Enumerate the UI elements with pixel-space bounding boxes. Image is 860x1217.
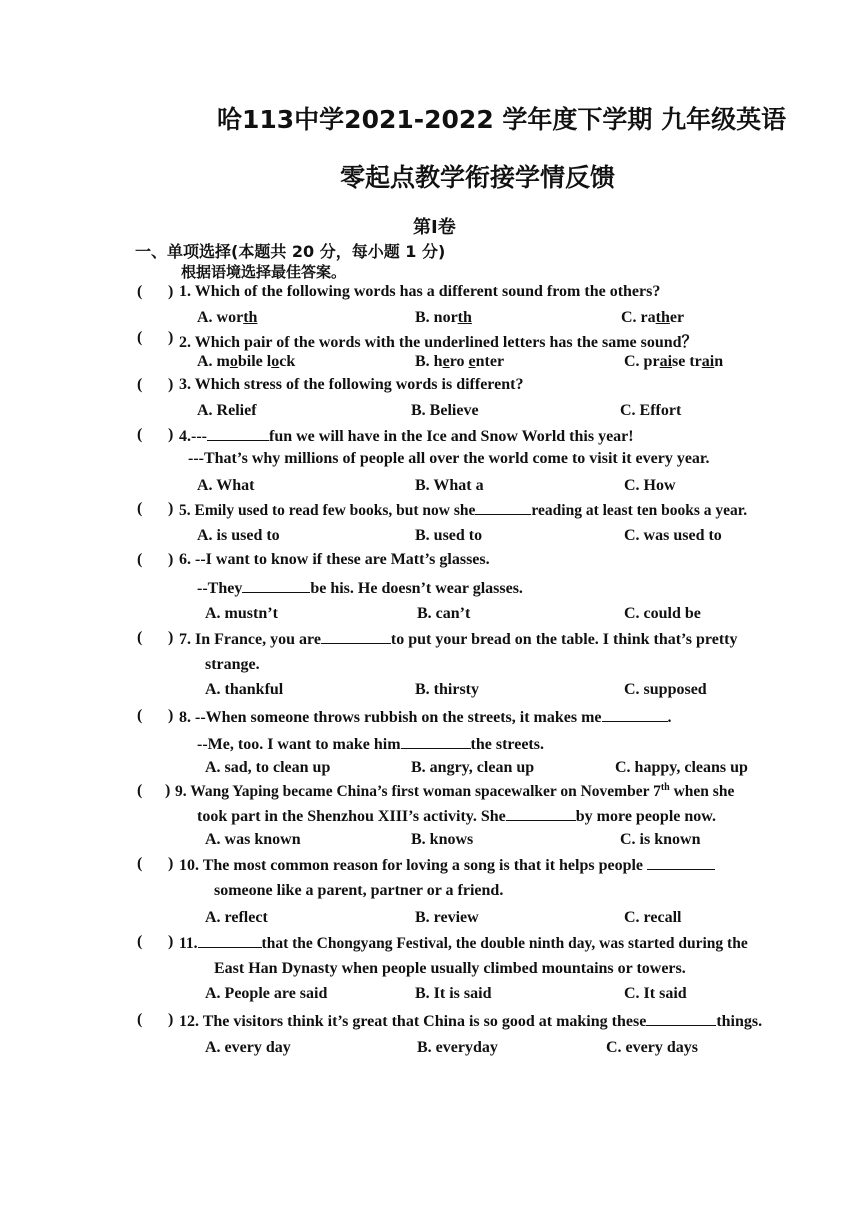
section-instruction: 根据语境选择最佳答案。 — [181, 263, 347, 281]
answer-blank — [506, 806, 576, 821]
option-b: B. everyday — [417, 1039, 498, 1056]
answer-blank — [602, 707, 668, 722]
option-a: A. sad, to clean up — [205, 759, 331, 776]
question-text: 8. --When someone throws rubbish on the streets, it makes me . — [179, 709, 672, 726]
dialogue-reply: --Me, too. I want to make him the streets. — [197, 736, 544, 753]
option-a: A. What — [197, 477, 255, 494]
question-text: 9. Wang Yaping became China’s first woman spacewalker on November 7th when she — [175, 782, 735, 801]
option-b: B. thirsty — [415, 681, 479, 698]
exam-subtitle: 零起点教学衔接学情反馈 — [340, 163, 616, 192]
question-text: 4.--- fun we will have in the Ice and Snow World this year! — [179, 428, 634, 445]
option-c: C. It said — [624, 985, 687, 1002]
question-text: 6. --I want to know if these are Matt’s glasses. — [179, 551, 490, 568]
answer-blank — [475, 500, 531, 515]
answer-bracket-open: ( — [137, 551, 143, 568]
dialogue-reply: --They be his. He doesn’t wear glasses. — [197, 580, 523, 597]
answer-bracket-open: ( — [137, 426, 143, 443]
answer-bracket-close: ) — [168, 500, 174, 517]
option-a: A. is used to — [197, 527, 280, 544]
answer-blank — [242, 578, 310, 593]
option-c: C. every days — [606, 1039, 698, 1056]
answer-blank — [198, 933, 262, 948]
option-a: A. reflect — [205, 909, 268, 926]
option-a: A. Relief — [197, 402, 257, 419]
question-text: 11. that the Chongyang Festival, the double ninth day, was started during the — [179, 935, 748, 952]
answer-bracket-close: ) — [168, 933, 174, 950]
option-b: B. Believe — [411, 402, 479, 419]
option-c: C. supposed — [624, 681, 707, 698]
section-heading: 一、单项选择(本题共 20 分，每小题 1 分) — [135, 242, 446, 261]
answer-blank — [321, 629, 391, 644]
question-text: 1. Which of the following words has a different sound from the others? — [179, 283, 661, 300]
answer-blank — [207, 426, 269, 441]
option-a: A. thankful — [205, 681, 284, 698]
answer-bracket-close: ) — [168, 1011, 174, 1028]
volume-label: 第Ⅰ卷 — [413, 217, 456, 238]
answer-bracket-open: ( — [137, 283, 143, 300]
option-a: A. worth — [197, 309, 258, 326]
option-b: B. hero enter — [415, 353, 505, 370]
option-b: B. used to — [415, 527, 483, 544]
answer-bracket-open: ( — [137, 933, 143, 950]
option-c: C. rather — [621, 309, 685, 326]
question-text: 2. Which pair of the words with the underlined letters has the same sound？ — [179, 334, 698, 351]
question-text-continued: took part in the Shenzhou XIII’s activity. She by more people now. — [197, 808, 716, 825]
answer-bracket-close: ) — [168, 855, 174, 872]
answer-bracket-close: ) — [168, 629, 174, 646]
answer-bracket-open: ( — [137, 376, 143, 393]
option-c: C. Effort — [620, 402, 682, 419]
option-b: B. knows — [411, 831, 474, 848]
answer-bracket-close: ) — [168, 283, 174, 300]
answer-bracket-open: ( — [137, 855, 143, 872]
answer-blank — [646, 1011, 716, 1026]
option-c: C. happy, cleans up — [615, 759, 748, 776]
option-b: B. It is said — [415, 985, 492, 1002]
option-c: C. is known — [620, 831, 701, 848]
answer-bracket-close: ) — [168, 376, 174, 393]
answer-bracket-close: ) — [168, 329, 174, 346]
option-b: B. review — [415, 909, 479, 926]
exam-title: 哈113中学2021-2022 学年度下学期 九年级英语 — [217, 105, 787, 134]
answer-bracket-open: ( — [137, 500, 143, 517]
dialogue-reply: ---That’s why millions of people all over the world come to visit it every year. — [188, 450, 710, 467]
option-c: C. could be — [624, 605, 701, 622]
answer-bracket-close: ) — [168, 551, 174, 568]
question-text-continued: strange. — [205, 656, 260, 673]
option-b: B. north — [415, 309, 472, 326]
option-a: A. was known — [205, 831, 301, 848]
option-b: B. can’t — [417, 605, 471, 622]
answer-bracket-open: ( — [137, 329, 143, 346]
option-a: A. every day — [205, 1039, 291, 1056]
question-text: 7. In France, you are to put your bread on the table. I think that’s pretty — [179, 631, 738, 648]
question-text: 12. The visitors think it’s great that China is so good at making these things. — [179, 1013, 763, 1030]
option-b: B. angry, clean up — [411, 759, 535, 776]
option-c: C. was used to — [624, 527, 722, 544]
question-text: 3. Which stress of the following words is different? — [179, 376, 524, 393]
answer-bracket-open: ( — [137, 1011, 143, 1028]
question-text: 5. Emily used to read few books, but now she reading at least ten books a year. — [179, 502, 748, 519]
option-a: A. People are said — [205, 985, 328, 1002]
option-b: B. What a — [415, 477, 484, 494]
answer-bracket-open: ( — [137, 707, 143, 724]
option-a: A. mustn’t — [205, 605, 278, 622]
question-text-continued: someone like a parent, partner or a friend. — [214, 882, 504, 899]
answer-bracket-open: ( — [137, 629, 143, 646]
answer-bracket-open: ( — [137, 782, 143, 799]
answer-bracket-close: ) — [168, 707, 174, 724]
answer-bracket-close: ) — [165, 782, 171, 799]
answer-bracket-close: ) — [168, 426, 174, 443]
option-c: C. How — [624, 477, 676, 494]
answer-blank — [647, 855, 715, 870]
option-a: A. mobile lock — [197, 353, 296, 370]
option-c: C. praise train — [624, 353, 724, 370]
question-text-continued: East Han Dynasty when people usually climbed mountains or towers. — [214, 960, 686, 977]
answer-blank — [401, 734, 471, 749]
question-text: 10. The most common reason for loving a song is that it helps people — [179, 855, 715, 875]
option-c: C. recall — [624, 909, 682, 926]
